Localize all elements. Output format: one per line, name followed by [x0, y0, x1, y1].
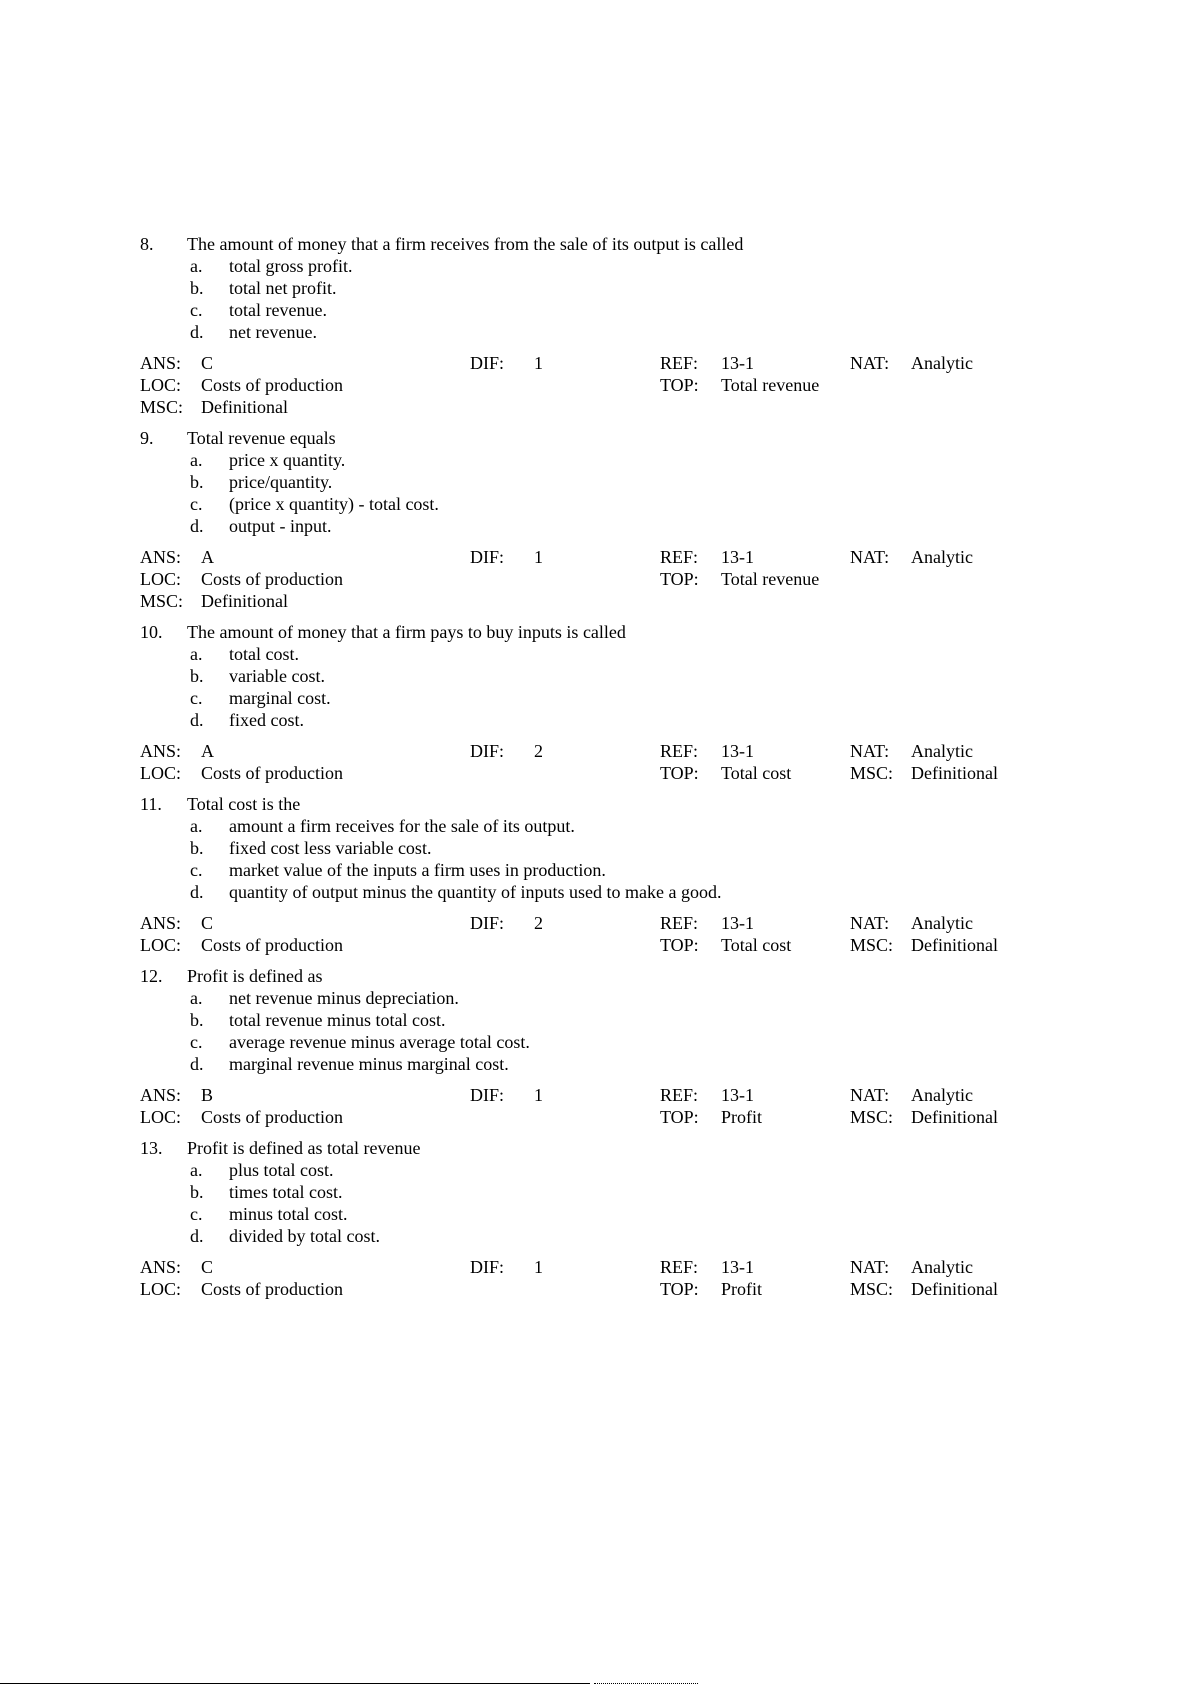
meta-label-nat: NAT: — [850, 913, 890, 933]
meta-label-nat: NAT: — [850, 741, 890, 761]
meta-field-ref — [660, 1256, 754, 1278]
option-letter: b. — [190, 1010, 204, 1030]
meta-field-dif — [470, 912, 543, 934]
question-stem-row — [140, 1137, 1040, 1159]
option-text: marginal revenue minus marginal cost. — [229, 1054, 509, 1074]
option-text: marginal cost. — [229, 688, 331, 708]
question-stem-row — [140, 233, 1040, 255]
meta-field-msc — [850, 934, 998, 956]
meta-value-top: Total revenue — [721, 375, 820, 395]
answer-option — [140, 815, 1040, 837]
meta-field-msc — [140, 590, 288, 612]
meta-field-top — [660, 1106, 762, 1128]
meta-field-dif — [470, 740, 543, 762]
meta-label-dif: DIF: — [470, 547, 505, 567]
meta-value-msc: Definitional — [911, 935, 998, 955]
option-text: price/quantity. — [229, 472, 333, 492]
meta-label-ans: ANS: — [140, 353, 182, 373]
meta-value-msc: Definitional — [911, 763, 998, 783]
meta-value-loc: Costs of production — [201, 569, 343, 589]
meta-label-ans: ANS: — [140, 547, 182, 567]
meta-label-ref: REF: — [660, 741, 699, 761]
meta-field-ref — [660, 740, 754, 762]
meta-label-dif: DIF: — [470, 353, 505, 373]
question-stem: The amount of money that a firm receives from the sale of its output is called — [187, 234, 744, 254]
meta-label-loc: LOC: — [140, 569, 182, 589]
meta-value-msc: Definitional — [201, 591, 288, 611]
question-stem: Total cost is the — [187, 794, 301, 814]
option-letter: d. — [190, 882, 204, 902]
answer-option — [140, 471, 1040, 493]
question-stem-row — [140, 621, 1040, 643]
option-letter: b. — [190, 278, 204, 298]
meta-row — [140, 374, 1040, 396]
meta-row — [140, 912, 1040, 934]
answer-option — [140, 299, 1040, 321]
meta-value-top: Profit — [721, 1279, 763, 1299]
meta-value-dif: 2 — [534, 913, 543, 933]
question-block — [140, 1137, 1040, 1300]
footer-rule — [0, 1683, 590, 1684]
option-text: total revenue. — [229, 300, 327, 320]
meta-value-dif: 2 — [534, 741, 543, 761]
meta-label-loc: LOC: — [140, 935, 182, 955]
meta-field-msc — [850, 1278, 998, 1300]
option-letter: c. — [190, 494, 203, 514]
meta-field-msc — [850, 1106, 998, 1128]
option-letter: d. — [190, 516, 204, 536]
meta-value-nat: Analytic — [911, 547, 973, 567]
option-text: variable cost. — [229, 666, 325, 686]
option-text: price x quantity. — [229, 450, 346, 470]
answer-option — [140, 515, 1040, 537]
meta-value-dif: 1 — [534, 1085, 543, 1105]
answer-option — [140, 321, 1040, 343]
meta-field-loc — [140, 374, 343, 396]
question-number: 8. — [140, 234, 154, 254]
meta-value-ref: 13-1 — [721, 353, 754, 373]
meta-field-top — [660, 1278, 762, 1300]
option-letter: a. — [190, 988, 203, 1008]
meta-field-nat — [850, 740, 973, 762]
meta-label-msc: MSC: — [850, 1107, 894, 1127]
meta-field-nat — [850, 352, 973, 374]
meta-field-ref — [660, 1084, 754, 1106]
meta-field-ref — [660, 546, 754, 568]
meta-label-ref: REF: — [660, 353, 699, 373]
meta-field-ans — [140, 1084, 213, 1106]
meta-field-dif — [470, 1256, 543, 1278]
question-stem-row — [140, 965, 1040, 987]
meta-field-msc — [850, 762, 998, 784]
meta-label-ans: ANS: — [140, 913, 182, 933]
meta-label-nat: NAT: — [850, 353, 890, 373]
meta-label-top: TOP: — [660, 763, 699, 783]
meta-field-ref — [660, 352, 754, 374]
meta-value-loc: Costs of production — [201, 375, 343, 395]
option-text: total revenue minus total cost. — [229, 1010, 446, 1030]
meta-field-dif — [470, 546, 543, 568]
meta-label-msc: MSC: — [850, 763, 894, 783]
meta-value-nat: Analytic — [911, 1085, 973, 1105]
meta-value-ans: C — [201, 353, 214, 373]
answer-option — [140, 1053, 1040, 1075]
answer-option — [140, 687, 1040, 709]
answer-metadata — [140, 546, 1040, 612]
meta-field-dif — [470, 352, 543, 374]
meta-label-msc: MSC: — [140, 397, 184, 417]
option-text: total cost. — [229, 644, 299, 664]
question-stem-row — [140, 427, 1040, 449]
option-text: total net profit. — [229, 278, 337, 298]
meta-label-nat: NAT: — [850, 1257, 890, 1277]
option-text: net revenue. — [229, 322, 317, 342]
question-number: 10. — [140, 622, 163, 642]
meta-field-nat — [850, 1084, 973, 1106]
answer-metadata — [140, 1084, 1040, 1128]
question-number: 12. — [140, 966, 163, 986]
meta-row — [140, 934, 1040, 956]
option-letter: c. — [190, 688, 203, 708]
option-letter: a. — [190, 816, 203, 836]
option-letter: d. — [190, 710, 204, 730]
meta-row — [140, 1256, 1040, 1278]
answer-option — [140, 449, 1040, 471]
option-text: amount a firm receives for the sale of its output. — [229, 816, 575, 836]
meta-field-top — [660, 374, 819, 396]
meta-value-msc: Definitional — [201, 397, 288, 417]
meta-field-loc — [140, 762, 343, 784]
option-letter: b. — [190, 472, 204, 492]
answer-option — [140, 881, 1040, 903]
option-letter: c. — [190, 1204, 203, 1224]
option-letter: b. — [190, 1182, 204, 1202]
meta-value-ans: A — [201, 547, 214, 567]
meta-field-msc — [140, 396, 288, 418]
meta-field-loc — [140, 1278, 343, 1300]
meta-value-ans: C — [201, 913, 214, 933]
meta-value-ans: C — [201, 1257, 214, 1277]
meta-label-nat: NAT: — [850, 1085, 890, 1105]
meta-label-ans: ANS: — [140, 1085, 182, 1105]
question-block — [140, 965, 1040, 1128]
option-text: market value of the inputs a firm uses in production. — [229, 860, 606, 880]
meta-value-loc: Costs of production — [201, 1279, 343, 1299]
option-text: plus total cost. — [229, 1160, 334, 1180]
meta-row — [140, 546, 1040, 568]
meta-value-dif: 1 — [534, 547, 543, 567]
meta-label-top: TOP: — [660, 1279, 699, 1299]
option-text: output - input. — [229, 516, 332, 536]
meta-field-ans — [140, 546, 214, 568]
question-stem: Total revenue equals — [187, 428, 336, 448]
meta-row — [140, 1278, 1040, 1300]
meta-field-top — [660, 568, 819, 590]
meta-row — [140, 590, 1040, 612]
meta-field-loc — [140, 934, 343, 956]
meta-label-msc: MSC: — [850, 935, 894, 955]
option-letter: a. — [190, 644, 203, 664]
meta-label-msc: MSC: — [140, 591, 184, 611]
meta-label-ref: REF: — [660, 913, 699, 933]
meta-label-ref: REF: — [660, 1085, 699, 1105]
option-letter: b. — [190, 838, 204, 858]
option-letter: d. — [190, 1226, 204, 1246]
meta-value-nat: Analytic — [911, 1257, 973, 1277]
meta-field-ans — [140, 352, 213, 374]
meta-label-ans: ANS: — [140, 741, 182, 761]
meta-value-nat: Analytic — [911, 353, 973, 373]
answer-option — [140, 859, 1040, 881]
meta-label-loc: LOC: — [140, 1279, 182, 1299]
option-text: (price x quantity) - total cost. — [229, 494, 439, 514]
meta-value-dif: 1 — [534, 1257, 543, 1277]
meta-label-top: TOP: — [660, 935, 699, 955]
meta-value-ans: A — [201, 741, 214, 761]
answer-option — [140, 493, 1040, 515]
answer-metadata — [140, 1256, 1040, 1300]
meta-label-loc: LOC: — [140, 763, 182, 783]
question-block — [140, 793, 1040, 956]
answer-option — [140, 277, 1040, 299]
meta-field-ans — [140, 1256, 213, 1278]
option-letter: c. — [190, 300, 203, 320]
meta-row — [140, 352, 1040, 374]
meta-value-ref: 13-1 — [721, 1085, 754, 1105]
meta-label-loc: LOC: — [140, 375, 182, 395]
option-text: fixed cost. — [229, 710, 304, 730]
answer-option — [140, 1031, 1040, 1053]
option-text: minus total cost. — [229, 1204, 348, 1224]
meta-field-dif — [470, 1084, 543, 1106]
option-letter: d. — [190, 1054, 204, 1074]
meta-value-loc: Costs of production — [201, 763, 343, 783]
answer-metadata — [140, 912, 1040, 956]
meta-label-msc: MSC: — [850, 1279, 894, 1299]
answer-metadata — [140, 740, 1040, 784]
meta-label-top: TOP: — [660, 375, 699, 395]
meta-label-top: TOP: — [660, 1107, 699, 1127]
meta-field-top — [660, 934, 791, 956]
option-text: divided by total cost. — [229, 1226, 380, 1246]
meta-label-ref: REF: — [660, 1257, 699, 1277]
answer-option — [140, 1009, 1040, 1031]
answer-option — [140, 709, 1040, 731]
option-text: quantity of output minus the quantity of inputs used to make a good. — [229, 882, 722, 902]
meta-label-dif: DIF: — [470, 1085, 505, 1105]
meta-value-loc: Costs of production — [201, 935, 343, 955]
meta-field-nat — [850, 546, 973, 568]
meta-label-dif: DIF: — [470, 913, 505, 933]
meta-row — [140, 1106, 1040, 1128]
meta-label-dif: DIF: — [470, 741, 505, 761]
meta-row — [140, 568, 1040, 590]
answer-option — [140, 1225, 1040, 1247]
question-stem: Profit is defined as — [187, 966, 323, 986]
meta-field-ans — [140, 740, 214, 762]
meta-value-top: Profit — [721, 1107, 763, 1127]
meta-value-nat: Analytic — [911, 913, 973, 933]
meta-field-nat — [850, 1256, 973, 1278]
meta-label-ans: ANS: — [140, 1257, 182, 1277]
meta-value-top: Total cost — [721, 763, 792, 783]
meta-value-ref: 13-1 — [721, 741, 754, 761]
question-block — [140, 427, 1040, 612]
answer-option — [140, 643, 1040, 665]
meta-label-nat: NAT: — [850, 547, 890, 567]
answer-metadata — [140, 352, 1040, 418]
meta-value-ref: 13-1 — [721, 547, 754, 567]
option-text: average revenue minus average total cost. — [229, 1032, 530, 1052]
answer-option — [140, 1181, 1040, 1203]
meta-value-msc: Definitional — [911, 1107, 998, 1127]
answer-option — [140, 837, 1040, 859]
meta-field-loc — [140, 568, 343, 590]
question-stem: Profit is defined as total revenue — [187, 1138, 421, 1158]
meta-value-dif: 1 — [534, 353, 543, 373]
meta-row — [140, 396, 1040, 418]
meta-field-loc — [140, 1106, 343, 1128]
question-block — [140, 621, 1040, 784]
meta-label-loc: LOC: — [140, 1107, 182, 1127]
question-stem-row — [140, 793, 1040, 815]
meta-value-loc: Costs of production — [201, 1107, 343, 1127]
question-number: 11. — [140, 794, 162, 814]
option-letter: a. — [190, 1160, 203, 1180]
question-list — [140, 233, 1040, 1309]
meta-value-msc: Definitional — [911, 1279, 998, 1299]
answer-option — [140, 1159, 1040, 1181]
option-letter: d. — [190, 322, 204, 342]
meta-row — [140, 740, 1040, 762]
question-stem: The amount of money that a firm pays to buy inputs is called — [187, 622, 626, 642]
meta-label-dif: DIF: — [470, 1257, 505, 1277]
meta-value-ans: B — [201, 1085, 214, 1105]
meta-value-top: Total cost — [721, 935, 792, 955]
meta-label-ref: REF: — [660, 547, 699, 567]
question-number: 13. — [140, 1138, 163, 1158]
question-block — [140, 233, 1040, 418]
meta-row — [140, 762, 1040, 784]
option-letter: b. — [190, 666, 204, 686]
option-text: times total cost. — [229, 1182, 343, 1202]
answer-option — [140, 665, 1040, 687]
meta-value-ref: 13-1 — [721, 1257, 754, 1277]
meta-value-nat: Analytic — [911, 741, 973, 761]
meta-field-top — [660, 762, 791, 784]
option-letter: c. — [190, 1032, 203, 1052]
option-letter: a. — [190, 256, 203, 276]
meta-field-nat — [850, 912, 973, 934]
meta-label-top: TOP: — [660, 569, 699, 589]
option-text: net revenue minus depreciation. — [229, 988, 459, 1008]
option-letter: c. — [190, 860, 203, 880]
meta-field-ref — [660, 912, 754, 934]
meta-value-ref: 13-1 — [721, 913, 754, 933]
answer-option — [140, 987, 1040, 1009]
answer-option — [140, 255, 1040, 277]
option-text: fixed cost less variable cost. — [229, 838, 432, 858]
option-text: total gross profit. — [229, 256, 353, 276]
option-letter: a. — [190, 450, 203, 470]
question-number: 9. — [140, 428, 154, 448]
meta-value-top: Total revenue — [721, 569, 820, 589]
answer-option — [140, 1203, 1040, 1225]
meta-row — [140, 1084, 1040, 1106]
meta-field-ans — [140, 912, 213, 934]
